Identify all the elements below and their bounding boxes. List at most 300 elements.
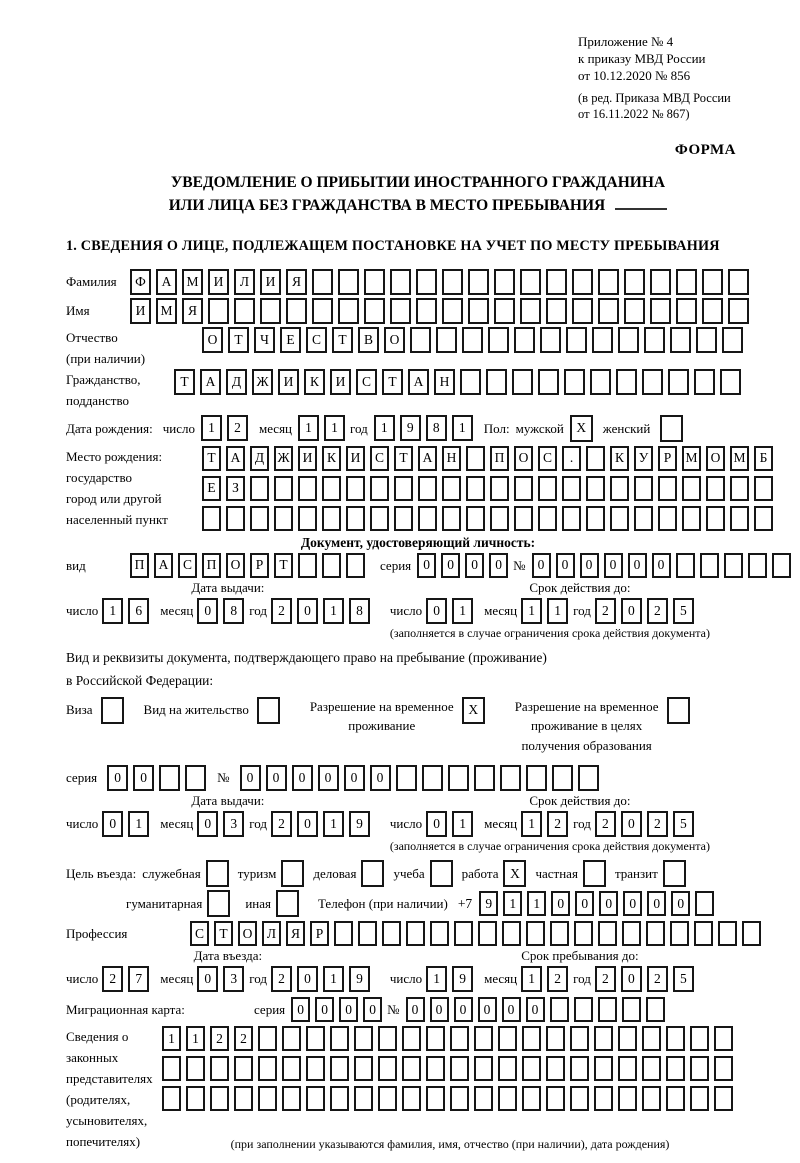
- empty-cell[interactable]: [642, 1026, 661, 1051]
- filled-cell[interactable]: Я: [286, 921, 305, 946]
- empty-cell[interactable]: [546, 298, 567, 324]
- empty-cell[interactable]: [346, 476, 365, 501]
- empty-cell[interactable]: [598, 997, 617, 1022]
- filled-cell[interactable]: И: [298, 446, 317, 471]
- empty-cell[interactable]: [644, 327, 665, 353]
- filled-cell[interactable]: В: [358, 327, 379, 353]
- filled-cell[interactable]: А: [226, 446, 245, 471]
- empty-cell[interactable]: [574, 997, 593, 1022]
- empty-cell[interactable]: [312, 298, 333, 324]
- empty-cell[interactable]: [306, 1056, 325, 1081]
- filled-cell[interactable]: Т: [174, 369, 195, 395]
- empty-cell[interactable]: [598, 269, 619, 295]
- empty-cell[interactable]: [610, 506, 629, 531]
- empty-cell[interactable]: [666, 1056, 685, 1081]
- filled-cell[interactable]: Т: [332, 327, 353, 353]
- filled-cell[interactable]: О: [514, 446, 533, 471]
- empty-cell[interactable]: [538, 369, 559, 395]
- filled-cell[interactable]: 1: [162, 1026, 181, 1051]
- filled-cell[interactable]: 0: [580, 553, 599, 578]
- filled-cell[interactable]: Т: [228, 327, 249, 353]
- filled-cell[interactable]: 3: [223, 811, 244, 837]
- filled-cell[interactable]: 0: [107, 765, 128, 791]
- empty-cell[interactable]: [474, 1056, 493, 1081]
- empty-cell[interactable]: [668, 369, 689, 395]
- filled-cell[interactable]: 0: [652, 553, 671, 578]
- filled-cell[interactable]: 9: [400, 415, 421, 441]
- empty-cell[interactable]: [546, 1086, 565, 1111]
- empty-cell[interactable]: [550, 921, 569, 946]
- filled-cell[interactable]: Л: [234, 269, 255, 295]
- empty-cell[interactable]: [426, 1056, 445, 1081]
- filled-cell[interactable]: С: [356, 369, 377, 395]
- empty-cell[interactable]: [450, 1086, 469, 1111]
- empty-cell[interactable]: [430, 921, 449, 946]
- filled-cell[interactable]: И: [130, 298, 151, 324]
- empty-cell[interactable]: [624, 269, 645, 295]
- filled-cell[interactable]: 0: [291, 997, 310, 1022]
- filled-cell[interactable]: П: [202, 553, 221, 578]
- checked-cell[interactable]: X: [462, 697, 485, 724]
- filled-cell[interactable]: У: [634, 446, 653, 471]
- filled-cell[interactable]: 0: [441, 553, 460, 578]
- empty-cell[interactable]: [676, 269, 697, 295]
- empty-cell[interactable]: [694, 369, 715, 395]
- empty-cell[interactable]: [394, 506, 413, 531]
- filled-cell[interactable]: 0: [478, 997, 497, 1022]
- filled-cell[interactable]: А: [200, 369, 221, 395]
- filled-cell[interactable]: Т: [214, 921, 233, 946]
- filled-cell[interactable]: 0: [621, 598, 642, 624]
- empty-cell[interactable]: [498, 1086, 517, 1111]
- empty-cell[interactable]: [330, 1056, 349, 1081]
- filled-cell[interactable]: 0: [197, 598, 218, 624]
- filled-cell[interactable]: 0: [133, 765, 154, 791]
- empty-cell[interactable]: [646, 997, 665, 1022]
- empty-cell[interactable]: [354, 1056, 373, 1081]
- filled-cell[interactable]: 8: [349, 598, 370, 624]
- empty-cell[interactable]: [514, 327, 535, 353]
- filled-cell[interactable]: 0: [370, 765, 391, 791]
- filled-cell[interactable]: 0: [532, 553, 551, 578]
- filled-cell[interactable]: 0: [417, 553, 436, 578]
- filled-cell[interactable]: Д: [250, 446, 269, 471]
- filled-cell[interactable]: Т: [394, 446, 413, 471]
- empty-cell[interactable]: [186, 1056, 205, 1081]
- empty-cell[interactable]: [714, 1026, 733, 1051]
- empty-cell[interactable]: [364, 298, 385, 324]
- filled-cell[interactable]: 2: [102, 966, 123, 992]
- empty-cell[interactable]: [370, 506, 389, 531]
- empty-cell[interactable]: [724, 553, 743, 578]
- empty-cell[interactable]: [642, 1056, 661, 1081]
- filled-cell[interactable]: 2: [271, 966, 292, 992]
- filled-cell[interactable]: 1: [324, 415, 345, 441]
- empty-cell[interactable]: [522, 1086, 541, 1111]
- empty-cell[interactable]: [720, 369, 741, 395]
- empty-cell[interactable]: [682, 476, 701, 501]
- filled-cell[interactable]: 2: [595, 966, 616, 992]
- filled-cell[interactable]: Т: [202, 446, 221, 471]
- empty-cell[interactable]: [700, 553, 719, 578]
- filled-cell[interactable]: 1: [521, 811, 542, 837]
- empty-cell[interactable]: [676, 298, 697, 324]
- filled-cell[interactable]: 2: [234, 1026, 253, 1051]
- filled-cell[interactable]: 0: [339, 997, 358, 1022]
- empty-cell[interactable]: [578, 765, 599, 791]
- filled-cell[interactable]: 5: [673, 598, 694, 624]
- filled-cell[interactable]: 0: [406, 997, 425, 1022]
- empty-cell[interactable]: [448, 765, 469, 791]
- filled-cell[interactable]: 0: [318, 765, 339, 791]
- filled-cell[interactable]: И: [208, 269, 229, 295]
- filled-cell[interactable]: Ч: [254, 327, 275, 353]
- filled-cell[interactable]: 5: [673, 966, 694, 992]
- empty-cell[interactable]: [650, 269, 671, 295]
- filled-cell[interactable]: 1: [452, 598, 473, 624]
- filled-cell[interactable]: 8: [223, 598, 244, 624]
- empty-cell[interactable]: [250, 476, 269, 501]
- filled-cell[interactable]: М: [730, 446, 749, 471]
- empty-cell[interactable]: [466, 476, 485, 501]
- empty-cell[interactable]: [450, 1056, 469, 1081]
- empty-cell[interactable]: [322, 476, 341, 501]
- empty-cell[interactable]: [696, 327, 717, 353]
- empty-cell[interactable]: [286, 298, 307, 324]
- filled-cell[interactable]: 0: [621, 966, 642, 992]
- filled-cell[interactable]: Р: [310, 921, 329, 946]
- empty-cell[interactable]: [514, 506, 533, 531]
- empty-cell[interactable]: [520, 298, 541, 324]
- filled-cell[interactable]: О: [384, 327, 405, 353]
- filled-cell[interactable]: 0: [604, 553, 623, 578]
- filled-cell[interactable]: 2: [647, 966, 668, 992]
- empty-cell[interactable]: [234, 1086, 253, 1111]
- empty-cell[interactable]: [306, 1086, 325, 1111]
- empty-cell[interactable]: [502, 921, 521, 946]
- empty-cell[interactable]: [670, 921, 689, 946]
- empty-cell[interactable]: [442, 298, 463, 324]
- empty-cell[interactable]: [338, 269, 359, 295]
- empty-cell[interactable]: [670, 327, 691, 353]
- empty-cell[interactable]: [642, 1086, 661, 1111]
- empty-cell[interactable]: [234, 1056, 253, 1081]
- filled-cell[interactable]: Я: [286, 269, 307, 295]
- empty-cell[interactable]: [378, 1086, 397, 1111]
- empty-cell[interactable]: [370, 476, 389, 501]
- empty-cell[interactable]: [450, 1026, 469, 1051]
- empty-cell[interactable]: [550, 997, 569, 1022]
- empty-cell[interactable]: [468, 298, 489, 324]
- empty-cell[interactable]: [334, 921, 353, 946]
- empty-cell[interactable]: [618, 1086, 637, 1111]
- empty-cell[interactable]: [258, 1056, 277, 1081]
- empty-cell[interactable]: [390, 298, 411, 324]
- empty-cell[interactable]: [298, 506, 317, 531]
- empty-cell[interactable]: [298, 476, 317, 501]
- empty-cell[interactable]: [498, 1056, 517, 1081]
- empty-cell[interactable]: [460, 369, 481, 395]
- empty-cell[interactable]: [416, 298, 437, 324]
- empty-cell[interactable]: [570, 1026, 589, 1051]
- empty-cell[interactable]: [282, 1086, 301, 1111]
- empty-cell[interactable]: [676, 553, 695, 578]
- empty-cell[interactable]: [546, 1056, 565, 1081]
- empty-cell[interactable]: [430, 860, 453, 887]
- empty-cell[interactable]: [436, 327, 457, 353]
- empty-cell[interactable]: [406, 921, 425, 946]
- filled-cell[interactable]: 9: [479, 891, 498, 916]
- filled-cell[interactable]: 0: [297, 598, 318, 624]
- empty-cell[interactable]: [378, 1056, 397, 1081]
- empty-cell[interactable]: [338, 298, 359, 324]
- empty-cell[interactable]: [714, 1056, 733, 1081]
- empty-cell[interactable]: [660, 415, 683, 442]
- filled-cell[interactable]: 2: [647, 811, 668, 837]
- empty-cell[interactable]: [682, 506, 701, 531]
- empty-cell[interactable]: [618, 1026, 637, 1051]
- empty-cell[interactable]: [330, 1086, 349, 1111]
- filled-cell[interactable]: К: [610, 446, 629, 471]
- empty-cell[interactable]: [538, 476, 557, 501]
- empty-cell[interactable]: [306, 1026, 325, 1051]
- empty-cell[interactable]: [418, 506, 437, 531]
- filled-cell[interactable]: 1: [521, 598, 542, 624]
- empty-cell[interactable]: [364, 269, 385, 295]
- filled-cell[interactable]: 0: [344, 765, 365, 791]
- empty-cell[interactable]: [390, 269, 411, 295]
- empty-cell[interactable]: [667, 697, 690, 724]
- empty-cell[interactable]: [478, 921, 497, 946]
- filled-cell[interactable]: 0: [502, 997, 521, 1022]
- empty-cell[interactable]: [466, 506, 485, 531]
- empty-cell[interactable]: [520, 269, 541, 295]
- empty-cell[interactable]: [498, 1026, 517, 1051]
- empty-cell[interactable]: [210, 1086, 229, 1111]
- filled-cell[interactable]: И: [260, 269, 281, 295]
- empty-cell[interactable]: [312, 269, 333, 295]
- filled-cell[interactable]: 9: [349, 811, 370, 837]
- filled-cell[interactable]: 5: [673, 811, 694, 837]
- empty-cell[interactable]: [590, 369, 611, 395]
- filled-cell[interactable]: К: [304, 369, 325, 395]
- empty-cell[interactable]: [754, 476, 773, 501]
- filled-cell[interactable]: 1: [323, 966, 344, 992]
- empty-cell[interactable]: [490, 506, 509, 531]
- empty-cell[interactable]: [159, 765, 180, 791]
- empty-cell[interactable]: [728, 298, 749, 324]
- filled-cell[interactable]: 3: [223, 966, 244, 992]
- empty-cell[interactable]: [610, 476, 629, 501]
- filled-cell[interactable]: 1: [323, 598, 344, 624]
- empty-cell[interactable]: [594, 1026, 613, 1051]
- empty-cell[interactable]: [666, 1086, 685, 1111]
- filled-cell[interactable]: 6: [128, 598, 149, 624]
- filled-cell[interactable]: 0: [197, 966, 218, 992]
- checked-cell[interactable]: X: [503, 860, 526, 887]
- filled-cell[interactable]: .: [562, 446, 581, 471]
- filled-cell[interactable]: 1: [521, 966, 542, 992]
- empty-cell[interactable]: [260, 298, 281, 324]
- filled-cell[interactable]: 0: [426, 598, 447, 624]
- empty-cell[interactable]: [382, 921, 401, 946]
- filled-cell[interactable]: 0: [623, 891, 642, 916]
- filled-cell[interactable]: Т: [382, 369, 403, 395]
- empty-cell[interactable]: [418, 476, 437, 501]
- empty-cell[interactable]: [690, 1086, 709, 1111]
- filled-cell[interactable]: С: [178, 553, 197, 578]
- filled-cell[interactable]: 2: [271, 598, 292, 624]
- empty-cell[interactable]: [206, 860, 229, 887]
- empty-cell[interactable]: [346, 506, 365, 531]
- empty-cell[interactable]: [594, 1086, 613, 1111]
- filled-cell[interactable]: И: [346, 446, 365, 471]
- empty-cell[interactable]: [598, 921, 617, 946]
- empty-cell[interactable]: [394, 476, 413, 501]
- empty-cell[interactable]: [586, 476, 605, 501]
- filled-cell[interactable]: 0: [671, 891, 690, 916]
- filled-cell[interactable]: 1: [527, 891, 546, 916]
- filled-cell[interactable]: 0: [599, 891, 618, 916]
- empty-cell[interactable]: [622, 997, 641, 1022]
- empty-cell[interactable]: [322, 506, 341, 531]
- empty-cell[interactable]: [410, 327, 431, 353]
- empty-cell[interactable]: [572, 298, 593, 324]
- filled-cell[interactable]: 0: [315, 997, 334, 1022]
- empty-cell[interactable]: [258, 1086, 277, 1111]
- filled-cell[interactable]: 2: [547, 811, 568, 837]
- empty-cell[interactable]: [208, 298, 229, 324]
- empty-cell[interactable]: [281, 860, 304, 887]
- empty-cell[interactable]: [618, 1056, 637, 1081]
- empty-cell[interactable]: [185, 765, 206, 791]
- empty-cell[interactable]: [522, 1026, 541, 1051]
- filled-cell[interactable]: М: [156, 298, 177, 324]
- empty-cell[interactable]: [474, 765, 495, 791]
- empty-cell[interactable]: [663, 860, 686, 887]
- filled-cell[interactable]: П: [490, 446, 509, 471]
- empty-cell[interactable]: [514, 476, 533, 501]
- filled-cell[interactable]: К: [322, 446, 341, 471]
- filled-cell[interactable]: О: [202, 327, 223, 353]
- filled-cell[interactable]: 2: [595, 811, 616, 837]
- empty-cell[interactable]: [276, 890, 299, 917]
- empty-cell[interactable]: [494, 298, 515, 324]
- empty-cell[interactable]: [330, 1026, 349, 1051]
- empty-cell[interactable]: [616, 369, 637, 395]
- filled-cell[interactable]: 0: [426, 811, 447, 837]
- filled-cell[interactable]: 9: [349, 966, 370, 992]
- empty-cell[interactable]: [598, 298, 619, 324]
- empty-cell[interactable]: [210, 1056, 229, 1081]
- empty-cell[interactable]: [422, 765, 443, 791]
- empty-cell[interactable]: [546, 269, 567, 295]
- empty-cell[interactable]: [486, 369, 507, 395]
- empty-cell[interactable]: [474, 1086, 493, 1111]
- empty-cell[interactable]: [500, 765, 521, 791]
- empty-cell[interactable]: [402, 1056, 421, 1081]
- filled-cell[interactable]: Е: [202, 476, 221, 501]
- filled-cell[interactable]: З: [226, 476, 245, 501]
- filled-cell[interactable]: И: [330, 369, 351, 395]
- empty-cell[interactable]: [583, 860, 606, 887]
- empty-cell[interactable]: [706, 506, 725, 531]
- filled-cell[interactable]: 0: [102, 811, 123, 837]
- filled-cell[interactable]: 2: [647, 598, 668, 624]
- empty-cell[interactable]: [526, 765, 547, 791]
- empty-cell[interactable]: [634, 506, 653, 531]
- empty-cell[interactable]: [354, 1086, 373, 1111]
- filled-cell[interactable]: 1: [186, 1026, 205, 1051]
- filled-cell[interactable]: 0: [575, 891, 594, 916]
- empty-cell[interactable]: [730, 476, 749, 501]
- empty-cell[interactable]: [226, 506, 245, 531]
- empty-cell[interactable]: [702, 269, 723, 295]
- empty-cell[interactable]: [538, 506, 557, 531]
- filled-cell[interactable]: Ф: [130, 269, 151, 295]
- empty-cell[interactable]: [728, 269, 749, 295]
- empty-cell[interactable]: [282, 1026, 301, 1051]
- empty-cell[interactable]: [442, 476, 461, 501]
- empty-cell[interactable]: [358, 921, 377, 946]
- filled-cell[interactable]: Д: [226, 369, 247, 395]
- empty-cell[interactable]: [354, 1026, 373, 1051]
- empty-cell[interactable]: [695, 891, 714, 916]
- filled-cell[interactable]: 0: [197, 811, 218, 837]
- filled-cell[interactable]: А: [408, 369, 429, 395]
- empty-cell[interactable]: [570, 1056, 589, 1081]
- empty-cell[interactable]: [646, 921, 665, 946]
- filled-cell[interactable]: 2: [210, 1026, 229, 1051]
- empty-cell[interactable]: [570, 1086, 589, 1111]
- empty-cell[interactable]: [690, 1056, 709, 1081]
- empty-cell[interactable]: [402, 1086, 421, 1111]
- filled-cell[interactable]: 0: [556, 553, 575, 578]
- empty-cell[interactable]: [650, 298, 671, 324]
- filled-cell[interactable]: 0: [489, 553, 508, 578]
- filled-cell[interactable]: О: [238, 921, 257, 946]
- filled-cell[interactable]: О: [706, 446, 725, 471]
- filled-cell[interactable]: 1: [374, 415, 395, 441]
- empty-cell[interactable]: [274, 506, 293, 531]
- filled-cell[interactable]: 1: [128, 811, 149, 837]
- empty-cell[interactable]: [402, 1026, 421, 1051]
- filled-cell[interactable]: С: [190, 921, 209, 946]
- empty-cell[interactable]: [426, 1086, 445, 1111]
- empty-cell[interactable]: [618, 327, 639, 353]
- empty-cell[interactable]: [466, 446, 485, 471]
- filled-cell[interactable]: М: [682, 446, 701, 471]
- filled-cell[interactable]: С: [370, 446, 389, 471]
- empty-cell[interactable]: [742, 921, 761, 946]
- filled-cell[interactable]: Ж: [252, 369, 273, 395]
- empty-cell[interactable]: [162, 1056, 181, 1081]
- empty-cell[interactable]: [718, 921, 737, 946]
- empty-cell[interactable]: [396, 765, 417, 791]
- filled-cell[interactable]: 8: [426, 415, 447, 441]
- filled-cell[interactable]: 0: [454, 997, 473, 1022]
- empty-cell[interactable]: [474, 1026, 493, 1051]
- empty-cell[interactable]: [202, 506, 221, 531]
- empty-cell[interactable]: [101, 697, 124, 724]
- empty-cell[interactable]: [378, 1026, 397, 1051]
- empty-cell[interactable]: [234, 298, 255, 324]
- empty-cell[interactable]: [730, 506, 749, 531]
- empty-cell[interactable]: [592, 327, 613, 353]
- empty-cell[interactable]: [490, 476, 509, 501]
- empty-cell[interactable]: [586, 446, 605, 471]
- filled-cell[interactable]: Р: [658, 446, 677, 471]
